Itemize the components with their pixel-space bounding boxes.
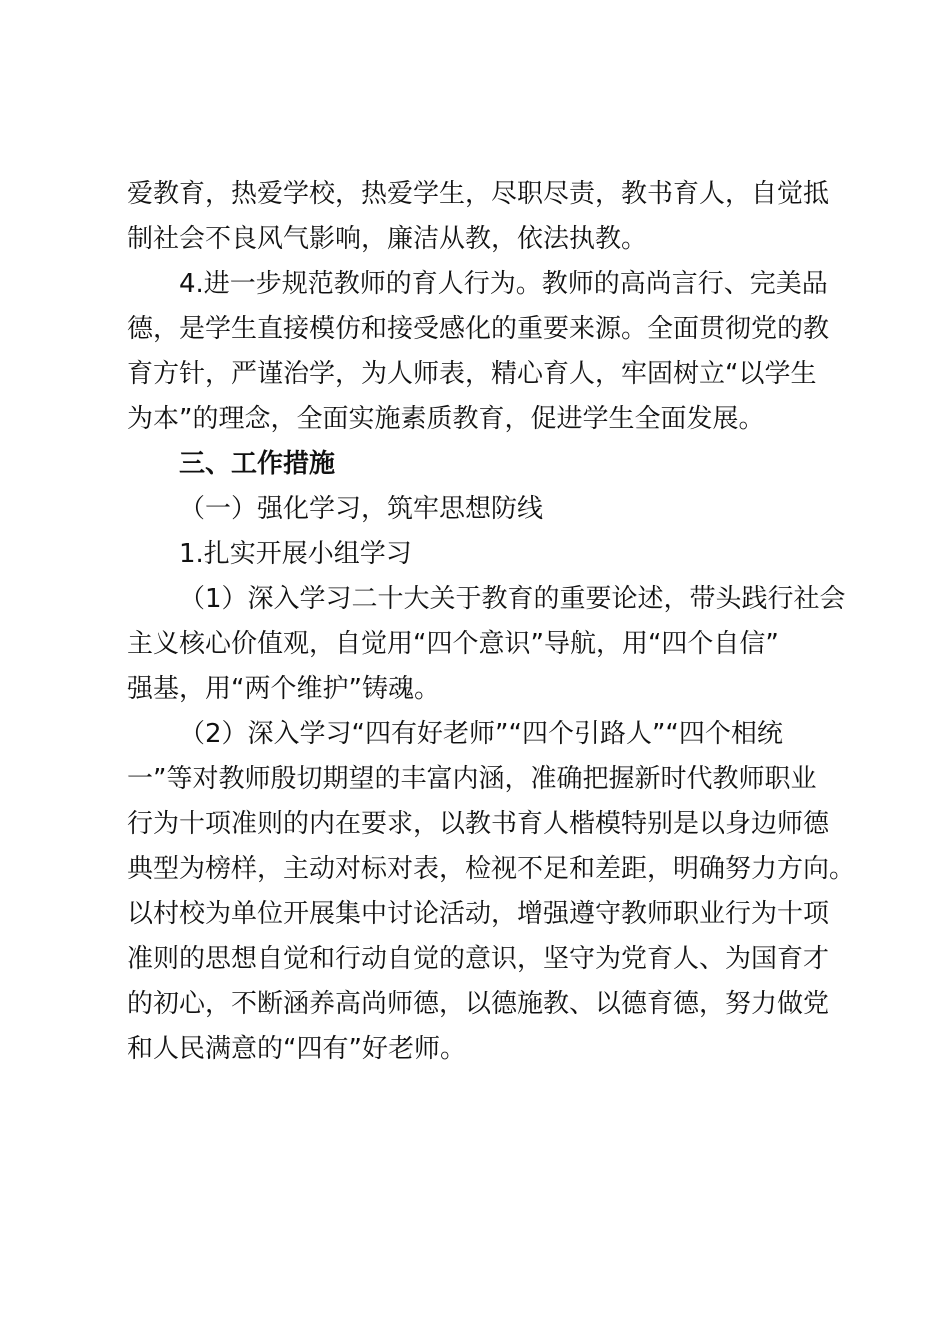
paragraph-start-line: （2）深入学习“四有好老师”“四个引路人”“四个相统 bbox=[179, 719, 783, 749]
text-line: 准则的思想自觉和行动自觉的意识，坚守为党育人、为国育才 bbox=[127, 944, 830, 974]
text-line: 一”等对教师殷切期望的丰富内涵，准确把握新时代教师职业 bbox=[127, 764, 817, 794]
item-heading: 1.扎实开展小组学习 bbox=[179, 539, 412, 569]
text-line: 以村校为单位开展集中讨论活动，增强遵守教师职业行为十项 bbox=[127, 899, 830, 929]
text-line: 主义核心价值观，自觉用“四个意识”导航，用“四个自信” bbox=[127, 629, 779, 659]
text-line: 为本”的理念，全面实施素质教育，促进学生全面发展。 bbox=[127, 404, 765, 434]
text-line: 制社会不良风气影响，廉洁从教，依法执教。 bbox=[127, 224, 648, 254]
text-line: 的初心，不断涵养高尚师德，以德施教、以德育德，努力做党 bbox=[127, 989, 830, 1019]
text-line: 强基，用“两个维护”铸魂。 bbox=[127, 674, 440, 704]
paragraph-start-line: 4.进一步规范教师的育人行为。教师的高尚言行、完美品 bbox=[179, 269, 828, 299]
text-line: 典型为榜样，主动对标对表，检视不足和差距，明确努力方向。 bbox=[127, 854, 856, 884]
section-heading: 三、工作措施 bbox=[179, 449, 336, 479]
text-line: 和人民满意的“四有”好老师。 bbox=[127, 1034, 466, 1064]
text-line: 爱教育，热爱学校，热爱学生，尽职尽责，教书育人，自觉抵 bbox=[127, 179, 830, 209]
text-line: 行为十项准则的内在要求，以教书育人楷模特别是以身边师德 bbox=[127, 809, 830, 839]
paragraph-start-line: （1）深入学习二十大关于教育的重要论述，带头践行社会 bbox=[179, 584, 846, 614]
text-line: 育方针，严谨治学，为人师表，精心育人，牢固树立“以学生 bbox=[127, 359, 817, 389]
document-body bbox=[127, 172, 856, 1072]
subsection-heading: （一）强化学习，筑牢思想防线 bbox=[179, 494, 544, 524]
text-line: 德，是学生直接模仿和接受感化的重要来源。全面贯彻党的教 bbox=[127, 314, 830, 344]
